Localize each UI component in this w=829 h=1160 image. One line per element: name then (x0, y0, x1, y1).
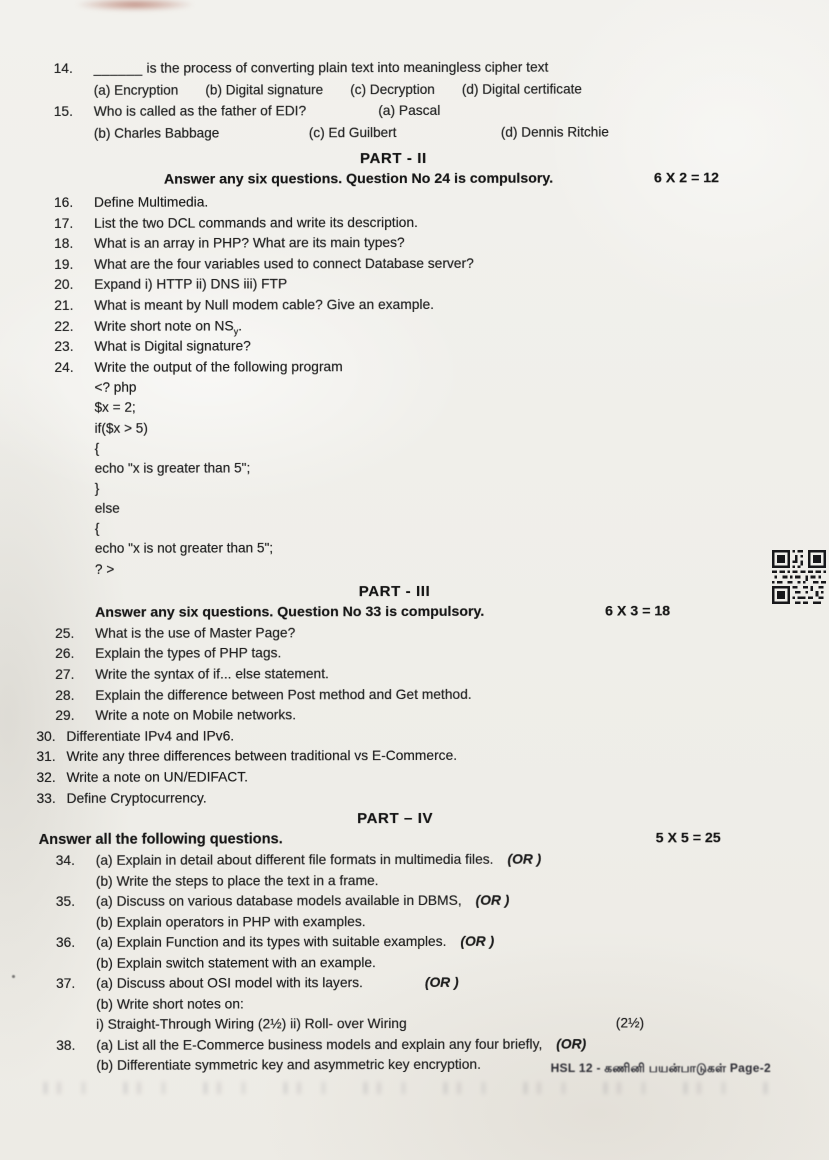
part4-title: PART – IV (357, 810, 434, 828)
question-row (0, 704, 829, 727)
or-label: (OR ) (460, 933, 495, 949)
part2-instruction: Answer any six questions. Question No 24 is compulsory. (163, 170, 554, 188)
part2-instruction-row (0, 168, 828, 191)
question-text: Explain the types of PHP tags. (95, 645, 282, 662)
question-row (0, 683, 829, 706)
question-choice-a: (a) Explain Function and its types with suitable examples. (95, 934, 447, 950)
question-text: Write short note on $NS_y$. (94, 318, 243, 336)
part4-marks: 5 X 5 = 25 (655, 830, 721, 847)
question-text: is the process of converting plain text into meaningless cipher text (146, 59, 549, 76)
question-row (0, 766, 829, 789)
question-number: 31. (36, 749, 56, 765)
question-row (0, 191, 828, 214)
question-row-15 (0, 99, 828, 123)
page-footer: HSL 12 - கணினி பயன்பாடுகள் Page-2 (550, 1061, 771, 1075)
question-row (1, 786, 829, 809)
question-row (1, 931, 829, 954)
question-text: What is meant by Null modem cable? Give an example. (94, 296, 435, 313)
mc-option: (b) Charles Babbage (93, 125, 220, 141)
question-text: Define Multimedia. (93, 194, 209, 210)
question-number: 24. (54, 359, 74, 375)
question-choice-a: (a) List all the E-Commerce business models and explain any four briefly, (96, 1036, 543, 1053)
or-label: (OR) (556, 1036, 587, 1052)
question-text: What is the use of Master Page? (95, 625, 296, 641)
part4-instruction-row (1, 828, 829, 851)
question-row (0, 663, 829, 686)
question-number: 21. (54, 297, 74, 313)
question-text: Write the syntax of if... else statement. (95, 666, 329, 682)
code-line: { (94, 440, 100, 456)
question-row (1, 1034, 829, 1057)
or-label: (OR ) (475, 892, 510, 908)
mc-option: (c) Decryption (350, 81, 435, 97)
question-number: 27. (55, 666, 75, 682)
question-choice-a: (a) Discuss about OSI model with its layers. (96, 975, 363, 991)
code-line: <? php (94, 380, 137, 396)
question-row (0, 232, 828, 255)
mc-option: (d) Dennis Ritchie (500, 123, 609, 140)
question-number: 23. (54, 339, 74, 355)
question-number: 14. (53, 60, 73, 76)
question-choice-b: (b) Write short notes on: (96, 996, 244, 1012)
question-choice-b: (b) Explain operators in PHP with examples. (95, 913, 366, 930)
question-row (1, 849, 829, 872)
or-label: (OR ) (507, 851, 542, 867)
question-number: 35. (55, 893, 76, 910)
code-line: ? > (94, 561, 115, 577)
question-row (0, 356, 828, 379)
question-number: 32. (36, 769, 56, 785)
part1-questions (0, 56, 828, 144)
part2-marks: 6 X 2 = 12 (653, 170, 720, 187)
bleed-through-text (30, 1082, 769, 1094)
question-number: 38. (56, 1037, 76, 1053)
part2-title: PART - II (359, 149, 427, 168)
part2-section (0, 147, 829, 580)
code-line: $x = 2; (94, 400, 136, 416)
question-number: 30. (36, 728, 56, 744)
question-number: 22. (54, 318, 74, 334)
part4-question-list (1, 849, 829, 1077)
question-number: 18. (54, 236, 74, 252)
code-line: { (94, 521, 100, 537)
mc-option: (b) Digital signature (205, 81, 324, 98)
scan-artifact-dot (12, 975, 15, 978)
part3-marks: 6 X 3 = 18 (605, 603, 671, 620)
fill-blank: ______ (93, 60, 143, 76)
question-text: Define Cryptocurrency. (66, 790, 207, 806)
part2-question-list (0, 191, 828, 379)
php-code-block (0, 376, 829, 580)
question-number: 26. (55, 646, 75, 662)
question-text: What is an array in PHP? What are its main types? (94, 235, 405, 252)
question-text: Write any three differences between traditional vs E-Commerce. (66, 748, 458, 765)
question-number: 28. (55, 687, 75, 703)
question-14-options (0, 77, 828, 101)
code-line: echo "x is not greater than 5"; (94, 540, 274, 557)
mc-option: (d) Digital certificate (461, 81, 582, 97)
question-row (0, 273, 828, 296)
question-number: 19. (54, 256, 74, 272)
question-number: 33. (36, 790, 56, 806)
option-a: (a) Pascal (378, 102, 441, 119)
question-row (0, 725, 829, 748)
question-row (0, 642, 829, 665)
question-text: Write the output of the following program (94, 358, 343, 375)
question-number: 37. (56, 975, 76, 992)
question-subparts (1, 1013, 829, 1036)
subpart-marks: (2½) (615, 1015, 645, 1031)
question-row (1, 890, 829, 913)
question-text: What is Digital signature? (94, 338, 251, 354)
question-row (0, 212, 828, 235)
question-number: 34. (55, 852, 75, 869)
question-row (0, 622, 829, 645)
question-choice-b: (b) Differentiate symmetric key and asymmetric key encryption. (96, 1056, 481, 1073)
mc-option: (a) Encryption (93, 82, 179, 98)
question-row (0, 294, 828, 317)
question-number: 20. (54, 277, 74, 293)
question-15-options (0, 120, 828, 144)
part3-instruction: Answer any six questions. Question No 33 is compulsory. (95, 603, 485, 621)
question-number: 15. (53, 103, 73, 119)
part3-instruction-row (0, 601, 829, 624)
part3-section (0, 580, 829, 810)
question-text: Expand i) HTTP ii) DNS iii) FTP (94, 276, 288, 293)
part3-question-list (0, 622, 829, 810)
question-text: What are the four variables used to connect Database server? (94, 255, 474, 272)
question-number: 16. (53, 194, 74, 210)
code-line: } (94, 480, 100, 496)
question-row (1, 972, 829, 995)
code-line: else (94, 500, 120, 517)
qr-code (772, 550, 826, 604)
question-number: 36. (55, 934, 76, 951)
question-text: Write a note on UN/EDIFACT. (66, 769, 249, 785)
question-row (0, 745, 829, 768)
part4-instruction: Answer all the following questions. (38, 831, 283, 849)
question-text: Explain the difference between Post method and Get method. (95, 686, 472, 703)
question-row (0, 335, 828, 358)
part4-section (1, 807, 829, 1077)
code-line: if($x > 5) (94, 420, 148, 436)
question-number: 25. (55, 625, 75, 641)
question-text: Who is called as the father of EDI? (93, 103, 307, 119)
code-line: echo "x is greater than 5"; (94, 460, 251, 476)
question-text: Differentiate IPv4 and IPv6. (66, 728, 235, 744)
part3-title: PART - III (358, 582, 431, 600)
question-row-14 (0, 56, 828, 80)
question-row (0, 253, 828, 276)
question-choice-a: (a) Discuss on various database models available in DBMS, (95, 892, 462, 909)
question-row (0, 314, 828, 337)
question-number: 17. (54, 215, 74, 231)
or-label: (OR ) (424, 974, 459, 991)
question-choice-b: (b) Write the steps to place the text in a frame. (95, 872, 379, 889)
mc-option: (c) Ed Guilbert (308, 124, 397, 140)
subpart-text: i) Straight-Through Wiring (2½) ii) Roll- over Wiring (96, 1016, 407, 1032)
question-number: 29. (55, 708, 75, 724)
question-text: Write a note on Mobile networks. (95, 707, 297, 723)
question-choice-a: (a) Explain in detail about different file formats in multimedia files. (95, 851, 494, 868)
question-text: List the two DCL commands and write its description. (94, 214, 418, 231)
question-choice-b: (b) Explain switch statement with an example. (95, 954, 376, 971)
